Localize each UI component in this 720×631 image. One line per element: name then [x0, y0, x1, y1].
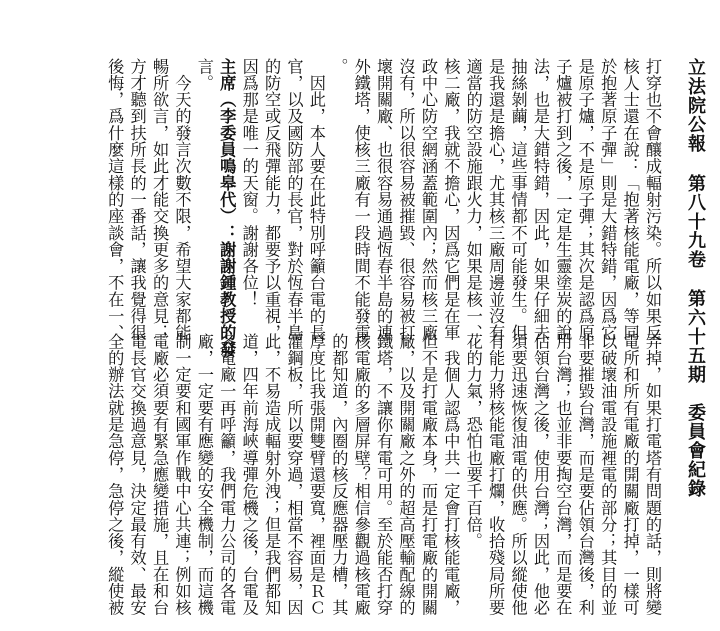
text-column: 因爲那是唯一的天窗。謝謝各位！ — [239, 58, 259, 308]
text-column: 制一定要和國軍作戰中心共連；例如核 — [172, 333, 192, 617]
text-column: 言。 — [194, 58, 214, 92]
text-column: 後悔，爲什麼這樣的座談會，不在一、 — [105, 58, 125, 342]
text-column: 但不是打電廠本身，而是打電廠的開關 — [418, 333, 438, 617]
text-column: 廠，以及開關廠之外的超高壓輸配線的 — [396, 333, 416, 617]
text-column: 鐵塔，不讓你有電可用。至於能否打穿 — [374, 333, 394, 617]
text-column: 抽絲剝繭，這些事情都不可能發生。但 — [508, 58, 528, 342]
text-column: 沒有，所以很容易被摧毀、很容易被打 — [396, 58, 416, 342]
text-column: 此，不易造成輻射外洩；但是我們都知 — [262, 333, 282, 617]
volume-number: 第八十九卷 — [685, 174, 706, 270]
text-column: 電廠必須要有緊急應變措施，且在和台 — [150, 333, 170, 617]
text-column: 今天的發言次數不限，希望大家都能 — [172, 58, 192, 342]
chair-speaker-column: 主席（李委員鳴皋代）：謝謝鍾教授的發 — [217, 58, 237, 358]
text-column: 適當的防空設施跟火力，如果是核一、 — [463, 58, 483, 342]
text-column: 我個人認爲中共一定會打核能電廠， — [441, 333, 461, 617]
issue-number: 第六十五期 — [685, 288, 706, 384]
text-column: 打穿也不會釀成輻射污染。所以如果反 — [643, 58, 662, 342]
text-column: 因此，本人要在此特別呼籲台電的長 — [306, 58, 326, 342]
text-column: 有能力將核能電廠打爛，收拾殘局所要 — [486, 333, 506, 617]
text-column: 外鐵塔，使核三廠有一段時間不能發電 — [351, 58, 371, 342]
text-column: 的都知道，內圈的核反應器壓力槽，其 — [329, 333, 349, 617]
text-column: 。 — [329, 58, 349, 75]
text-column: 壞開關廠、也很容易通過恆春半島的連 — [374, 58, 394, 342]
section-title: 委員會紀錄 — [685, 402, 706, 498]
text-column: 核二廠，我就不擔心，因爲它們是在軍 — [441, 58, 461, 342]
text-column: 暢所欲言，如此才能交換更多的意見； — [150, 58, 170, 342]
text-column: 道，四年前海峽導彈危機之後，台電及 — [239, 333, 259, 617]
text-column: 非要摧毀台灣，而是要佔領台灣後，利 — [575, 333, 595, 617]
text-column: 廠，一定要有應變的安全機制，而這機 — [194, 333, 214, 617]
text-column: 電所和所有電廠的開關廠打掉，一樣可 — [620, 333, 640, 617]
text-column: 於抱著原子彈」則是大錯特錯，因爲它 — [598, 58, 618, 342]
text-column: 灌鋼板，所以要穿過，相當不容易，因 — [284, 333, 304, 617]
page-header — [684, 58, 706, 498]
publication-title: 立法院公報 — [685, 58, 706, 153]
text-column: 全的辦法就是急停，急停之後，縱使被 — [105, 333, 125, 617]
text-column: 以破壞油電設施裡電的部分；其目的並 — [598, 333, 618, 617]
text-column: 佔領台灣之後，使用台灣；因此，他必 — [530, 333, 550, 617]
text-column: 方才聽到扶所長的一番話，讓我覺得很 — [127, 58, 147, 342]
text-column: 官，以及國防部的長官，對於恆春半島 — [284, 58, 304, 342]
text-column: 弄掉，如果打電塔有問題的話，則將變 — [643, 333, 662, 617]
text-column: 厚度比我張開雙臂還要寬，裡面是ＲＣ — [306, 333, 326, 617]
text-column: 花的力氣，恐怕也要千百倍。 — [463, 333, 483, 550]
upper-text-block — [103, 58, 663, 358]
text-column: 須要迅速恢復油電的供應。所以縱使他 — [508, 333, 528, 617]
text-column: 電長官交換過意見，決定最有效、最安 — [127, 333, 147, 617]
text-column: 子爐被打到之後，一定是生靈塗炭的說 — [553, 58, 573, 342]
text-column: 各電廠一再呼籲，我們電力公司的各電 — [217, 333, 237, 617]
text-column: 政中心防空網涵蓋範圍內；然而核三廠 — [418, 58, 438, 342]
text-column: 是原子爐，不是原子彈；其次是認爲原 — [575, 58, 595, 342]
text-column: 核電廠的多層屏壁？相信參觀過核電廠 — [351, 333, 371, 617]
text-column: 法，也是大錯特錯，因此，如果仔細去 — [530, 58, 550, 342]
text-column: 是我還是擔心，尤其核三廠周邊並沒有 — [486, 58, 506, 342]
lower-text-block — [103, 333, 663, 623]
text-column: 核人士還在說：「抱著核能電廠，等同 — [620, 58, 640, 342]
text-column: 的防空或反飛彈能力，都要予以重視， — [262, 58, 282, 342]
text-column: 用台灣；也並非要掏空台灣，而是要在 — [553, 333, 573, 617]
